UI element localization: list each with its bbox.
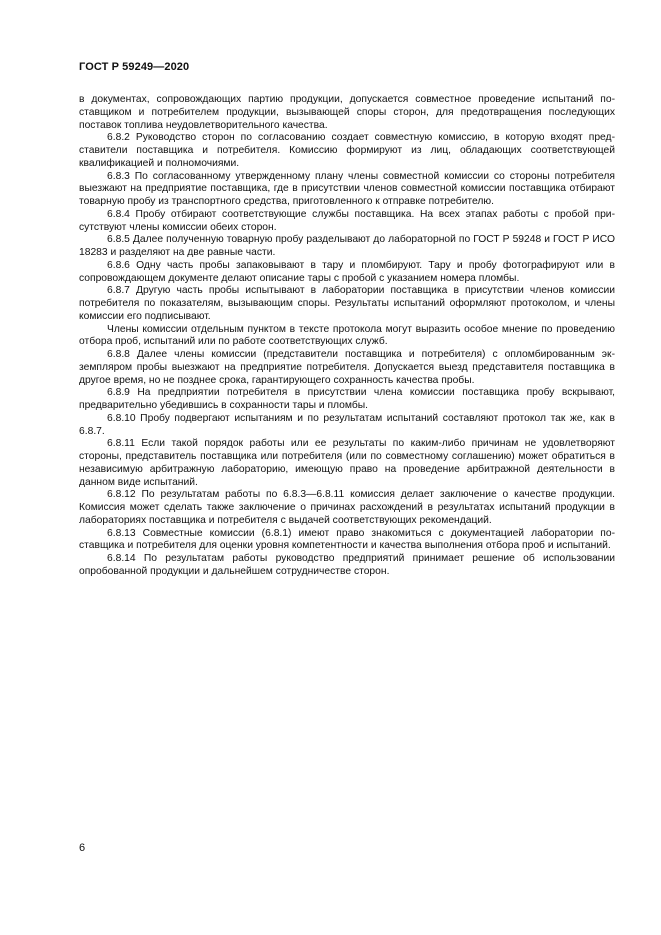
paragraph-6-8-4: 6.8.4 Пробу отбирают соответствующие службы поставщика. На всех этапах работы с пробой присутствуют члены комиссии обеих сторон. [79, 208, 615, 233]
paragraph-6-8-14: 6.8.14 По результатам работы руководство предприятий принимает решение об использовании опробованной продукции и дальнейшем сотрудничестве сторон. [79, 553, 615, 577]
standard-code-header: ГОСТ Р 59249—2020 [79, 61, 190, 73]
paragraph-6-8-10: 6.8.10 Пробу подвергают испытаниям и по результатам испытаний составляют протокол так же, как в 6.8.7. [79, 412, 615, 437]
paragraph-6-8-3: 6.8.3 По согласованному утвержденному плану члены совместной комиссии со стороны потребителя выезжают на предприятие поставщика, где в присутствии членов совместной комиссии поставщика отбирают товарную пробу из транспортного средства, приготовленного к отправке потребителю. [79, 170, 615, 207]
paragraph-continuation: в документах, сопровождающих партию продукции, допускается совместное проведение испытаний поставщиком и потребителем продукции, вызывающей споры сторон, для предотвращения последующих поставок топлива неудовлетворительного качества. [79, 94, 615, 131]
page-number: 6 [79, 842, 86, 854]
paragraph-6-8-11: 6.8.11 Если такой порядок работы или ее результаты по каким-либо причинам не удовлетворяют стороны, представитель поставщика или потребителя (или по совместному соглашению) может обратиться в независимую арбитражную лабораторию, имеющую право на проведение арбитражной деятельности в данном виде испытаний. [79, 438, 615, 488]
paragraph-6-8-8: 6.8.8 Далее члены комиссии (представители поставщика и потребителя) с опломбированным экземпляром пробы выезжают на предприятие потребителя. Допускается выезд представителя поставщика в другое время, но не позднее срока, гарантирующего сохранность качества пробы. [79, 349, 615, 386]
paragraph-6-8-12: 6.8.12 По результатам работы по 6.8.3—6.8.11 комиссия делает заключение о качестве продукции. Комиссия может сделать также заключение о причинах расхождений в результатах испытаний продукции в лабораториях поставщика и потребителя с выдачей соответствующих рекомендаций. [79, 489, 615, 526]
paragraph-6-8-9: 6.8.9 На предприятии потребителя в присутствии члена комиссии поставщика пробу вскрывают, предварительно убедившись в сохранности тары и пломбы. [79, 387, 615, 411]
paragraph-6-8-13: 6.8.13 Совместные комиссии (6.8.1) имеют право знакомиться с документацией лаборатории поставщика и потребителя для оценки уровня компетентности и качества выполнения отбора проб и испытаний. [79, 527, 615, 552]
paragraph-6-8-7: 6.8.7 Другую часть пробы испытывают в лаборатории поставщика в присутствии членов комиссии потребителя по показателям, вызывающим споры. Результаты испытаний оформляют протоколом, и члены комиссии его подписывают. [79, 285, 615, 322]
paragraph-special-opinion: Члены комиссии отдельным пунктом в тексте протокола могут выразить особое мнение по проведению отбора проб, испытаний или по работе соответствующих служб. [79, 323, 615, 348]
paragraph-6-8-6: 6.8.6 Одну часть пробы запаковывают в тару и пломбируют. Тару и пробу фотографируют или в сопровождающем документе делают описание тары с пробой с указанием номера пломбы. [79, 259, 615, 284]
paragraph-6-8-5: 6.8.5 Далее полученную товарную пробу разделывают до лабораторной по ГОСТ Р 59248 и ГОСТ Р ИСО 18283 и разделяют на две равные части. [79, 234, 615, 258]
document-body [79, 94, 615, 579]
paragraph-6-8-2: 6.8.2 Руководство сторон по согласованию создает совместную комиссию, в которую входят представители поставщика и потребителя. Комиссию формируют из лиц, обладающих соответствующей квалификацией и полномочиями. [79, 132, 615, 169]
